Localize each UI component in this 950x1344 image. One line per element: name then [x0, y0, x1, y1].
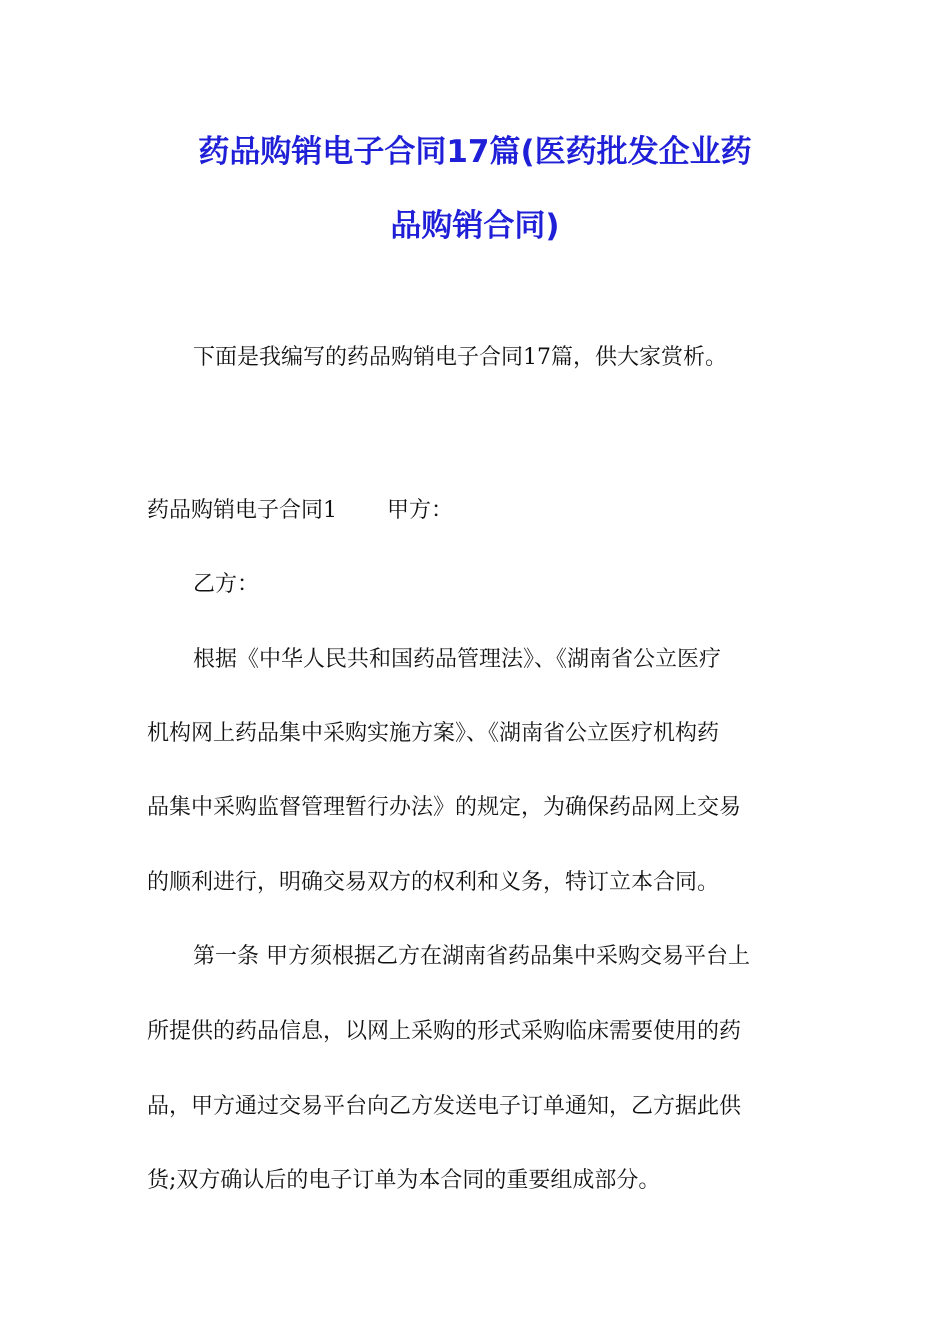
paragraph-2-line-1: 第一条 甲方须根据乙方在湖南省药品集中采购交易平台上 — [193, 944, 750, 969]
paragraph-2-line-2: 所提供的药品信息，以网上采购的形式采购临床需要使用的药 — [147, 1019, 742, 1044]
paragraph-2-line-4: 货;双方确认后的电子订单为本合同的重要组成部分。 — [147, 1168, 661, 1193]
paragraph-1-line-1: 根据《中华人民共和国药品管理法》、《湖南省公立医疗 — [193, 647, 722, 672]
party-a-label: 甲方： — [387, 498, 454, 523]
paragraph-1-line-3: 品集中采购监督管理暂行办法》的规定，为确保药品网上交易 — [147, 795, 742, 820]
section-heading-line — [147, 496, 807, 526]
document-title-line-2: 品购销合同) — [390, 208, 560, 244]
document-title-line-1: 药品购销电子合同17篇(医药批发企业药 — [198, 134, 752, 170]
paragraph-1-line-2: 机构网上药品集中采购实施方案》、《湖南省公立医疗机构药 — [147, 721, 720, 746]
section-heading: 药品购销电子合同1 — [147, 498, 337, 523]
paragraph-2-line-3: 品，甲方通过交易平台向乙方发送电子订单通知，乙方据此供 — [147, 1094, 742, 1119]
paragraph-1-line-4: 的顺利进行，明确交易双方的权利和义务，特订立本合同。 — [147, 870, 720, 895]
party-b-label: 乙方： — [193, 572, 260, 597]
intro-paragraph: 下面是我编写的药品购销电子合同17篇，供大家赏析。 — [193, 345, 727, 370]
